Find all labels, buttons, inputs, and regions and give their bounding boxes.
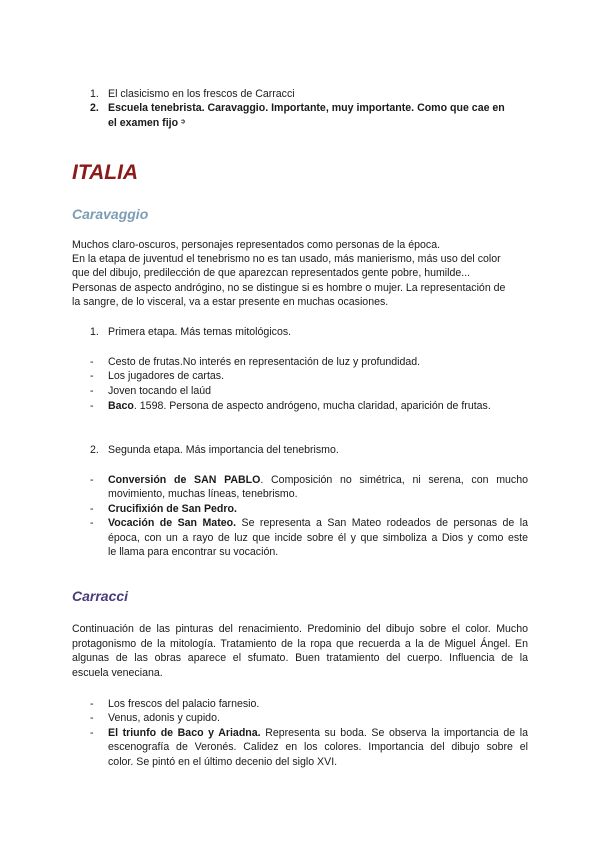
page-title: ITALIA	[72, 161, 139, 184]
stage-1-heading: Primera etapa. Más temas mitológicos.	[108, 326, 292, 338]
list-item-conversion	[108, 473, 528, 487]
stage-2-heading: Segunda etapa. Más importancia del tenebrismo.	[108, 444, 339, 456]
artwork-description-cont: época, con un a rayo de luz que incide sobre él y que simboliza a Dios y como este	[108, 532, 528, 544]
artwork-description: Se representa a San Mateo rodeados de personas de la	[236, 517, 529, 529]
paragraph-line: Personas de aspecto andrógino, no se distingue si es hombre o mujer. La representación de	[72, 282, 506, 294]
artwork-description-cont: le llama para encontrar su vocación.	[108, 546, 279, 558]
paragraph-line: Continuación de las pinturas del renacimiento. Predominio del dibujo sobre el color. Mucho	[72, 623, 528, 635]
list-item: Cesto de frutas.No interés en representación de luz y profundidad.	[108, 356, 421, 368]
list-number: 2.	[90, 444, 99, 456]
artwork-description-cont: escenografía de Veronés. Calidez en los colores. Importancia del dibujo sobre el	[108, 741, 528, 753]
paragraph-line: En la etapa de juventud el tenebrismo no es tan usado, más manierismo, más uso del color	[72, 253, 501, 265]
paragraph-line: Muchos claro-oscuros, personajes representados como personas de la época.	[72, 239, 441, 251]
bullet-dash: -	[90, 503, 94, 515]
list-item: Los frescos del palacio farnesio.	[108, 698, 260, 710]
list-item-vocacion	[108, 516, 528, 530]
bullet-dash: -	[90, 517, 94, 529]
artwork-title: El triunfo de Baco y Ariadna.	[108, 727, 261, 739]
bullet-dash: -	[90, 727, 94, 739]
paragraph-line: protagonismo de la mitología. Tratamiento de la ropa que recuerda a la de Miguel Ángel. En	[72, 638, 528, 650]
artwork-title: Vocación de San Mateo.	[108, 517, 237, 529]
list-item: Los jugadores de cartas.	[108, 370, 225, 382]
bullet-dash: -	[90, 370, 94, 382]
list-item-baco	[108, 399, 491, 413]
paragraph-line: escuela veneciana.	[72, 667, 163, 679]
paragraph-line: que del dibujo, predilección de que aparezcan representados gente pobre, humilde...	[72, 267, 471, 279]
bullet-dash: -	[90, 385, 94, 397]
list-item: Venus, adonis y cupido.	[108, 712, 220, 724]
list-number: 1.	[90, 326, 99, 338]
artwork-description: . Composición no simétrica, ni serena, con mucho	[260, 474, 528, 486]
artwork-description: . 1598. Persona de aspecto andrógeno, mucha claridad, aparición de frutas.	[133, 400, 491, 412]
artwork-description: Representa su boda. Se observa la importancia de la	[260, 727, 528, 739]
intro-item-2-line-2: el examen fijo ᵓ	[108, 117, 186, 129]
section-heading-caravaggio: Caravaggio	[72, 206, 149, 222]
artwork-title: Baco	[108, 400, 134, 412]
artwork-title: Conversión de SAN PABLO	[108, 474, 261, 486]
list-item: Joven tocando el laúd	[108, 385, 212, 397]
bullet-dash: -	[90, 356, 94, 368]
bullet-dash: -	[90, 698, 94, 710]
bullet-dash: -	[90, 474, 94, 486]
list-item-triunfo	[108, 726, 528, 740]
artwork-description-cont: color. Se pintó en el último decenio del siglo XVI.	[108, 756, 338, 768]
list-number: 1.	[90, 88, 99, 100]
paragraph-line: algunas de las obras aparece el sfumato. Buen tratamiento del cuerpo. Influencia de la	[72, 652, 528, 664]
section-heading-carracci: Carracci	[72, 588, 129, 604]
bullet-dash: -	[90, 400, 94, 412]
intro-item-1: El clasicismo en los frescos de Carracci	[108, 88, 295, 100]
artwork-title: Crucifixión de San Pedro.	[108, 503, 237, 515]
list-number: 2.	[90, 102, 99, 114]
artwork-description-cont: movimiento, muchas líneas, tenebrismo.	[108, 488, 298, 500]
intro-item-2-line-1: Escuela tenebrista. Caravaggio. Importante, muy importante. Como que cae en	[108, 102, 505, 114]
bullet-dash: -	[90, 712, 94, 724]
paragraph-line: la sangre, de lo visceral, va a estar presente en muchas ocasiones.	[72, 296, 389, 308]
